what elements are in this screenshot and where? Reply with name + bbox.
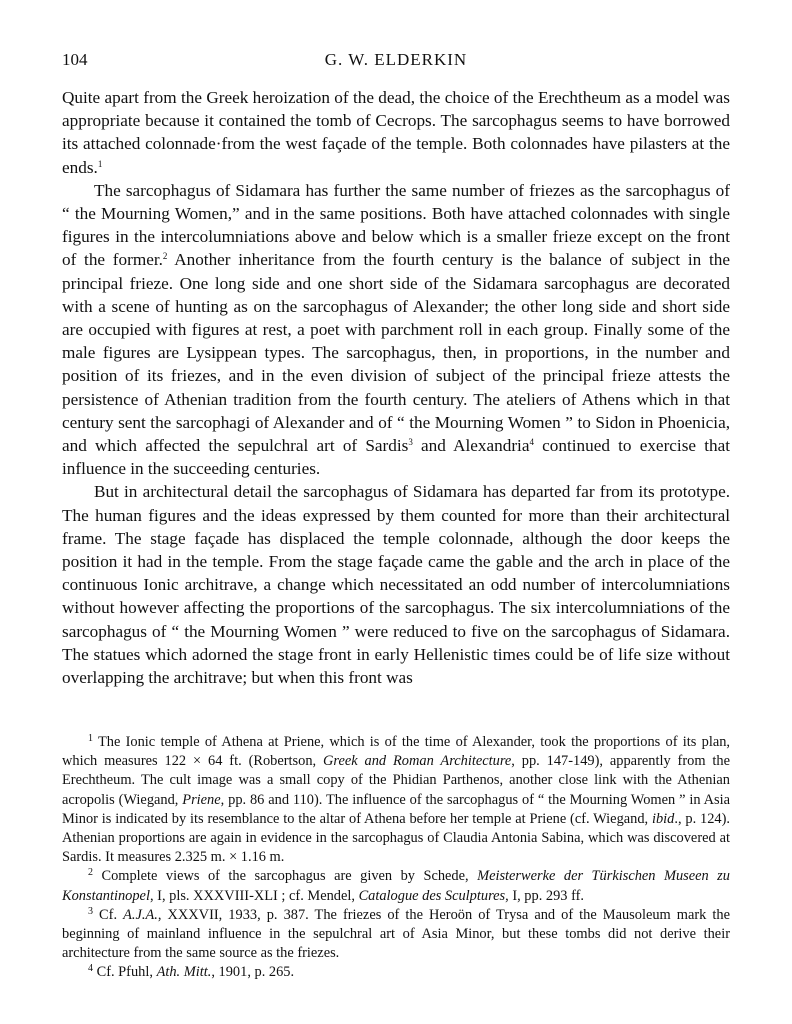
footnote-text: Cf. xyxy=(93,906,124,923)
footnote-ref-3[interactable]: 3 xyxy=(408,437,413,448)
footnote-text: ., p. 124). Athenian proportions are again in evidence in the sarcophagus of Claudia Antonia Sabina, which was discovered at Sardis. It measures 2.325 m. × 1.16 m. xyxy=(62,810,730,866)
citation-title: Priene xyxy=(182,791,221,808)
running-head: G. W. ELDERKIN xyxy=(324,50,468,69)
footnote-text: , I, pls. XXXVIII-XLI ; cf. Mendel, xyxy=(149,887,359,904)
footnote-marker: 3 xyxy=(88,905,93,917)
paragraph-1 xyxy=(62,86,730,179)
footnote-text: , pp. 86 and 110). The influence of the sarcophagus of “ the Mourning Women ” in Asia Minor is indicated by its resemblance to the altar of Athena before her temple at Priene (cf. Wiegand, xyxy=(62,791,731,827)
footnote-ref-1[interactable]: 1 xyxy=(97,158,103,169)
footnote-text: , 1901, p. 265. xyxy=(211,964,295,981)
paragraph-text: Another inheritance from the fourth century is the balance of subject in the principal frieze. One long side and one short side of the Sidamara sarcophagus are decorated with a scene of hunting as on the sarcophagus of Alexander; the other long side and short side are occupied with figures at rest, a poet with parchment roll in each group. Finally some of the male figures are Lysippean types. The sarcophagus, then, in proportions, in the number and position of its friezes, and in the even division of subject of the principal frieze attests the persistence of Athenian tradition from the fourth century. The ateliers of Athens which in that century sent the sarcophagi of Alexander and of “ the Mourning Women ” to Sidon in Phoenicia, and which affected the sepulchral art of Sardis xyxy=(62,250,730,456)
footnote-marker: 2 xyxy=(88,867,93,879)
footnote-marker: 1 xyxy=(88,733,93,744)
footnote-marker: 4 xyxy=(88,963,93,975)
footnote-text: Complete views of the sarcophagus are given by Schede, xyxy=(93,868,478,885)
paragraph-text: continued to exercise that influence in the succeeding centuries. xyxy=(62,436,730,479)
footnote-ref-2[interactable]: 2 xyxy=(162,251,168,262)
footnotes xyxy=(62,733,730,983)
paragraph-text: The sarcophagus of Sidamara has further the same number of friezes as the sarcophagus of “ the Mourning Women,” and in the same positions. Both have attached colonnades with single figures in the intercolumniations above and below which is a smaller frieze except on the front of the former. xyxy=(62,180,730,270)
citation-title: ibid xyxy=(651,810,675,827)
citation-title: Meisterwerke der Türkischen Museen zu Konstantinopel xyxy=(62,868,730,904)
footnote-text: Cf. Pfuhl, xyxy=(93,964,157,981)
footnote-text: The Ionic temple of Athena at Priene, which is of the time of Alexander, took the proportions of its plan, which measures 122 × 64 ft. (Robertson, xyxy=(62,734,730,770)
footnote-3 xyxy=(62,906,730,964)
paragraph-2 xyxy=(62,179,730,481)
page-header xyxy=(62,50,730,74)
footnote-1 xyxy=(62,733,730,867)
citation-title: A.J.A. xyxy=(123,906,158,923)
paragraph-text: Quite apart from the Greek heroization of the dead, the choice of the Erechtheum as a model was appropriate because it contained the tomb of Cecrops. The sarcophagus seems to have borrowed its attached colonnade·from the west façade of the temple. Both colonnades have pilasters at the ends. xyxy=(62,88,730,177)
paragraph-3: But in architectural detail the sarcophagus of Sidamara has departed far from its prototype. The human figures and the ideas expressed by them counted for more than their architectural frame. The stage façade has displaced the temple colonnade, although the door keeps the position it had in the temple. From the stage façade came the gable and the arch in place of the continuous Ionic architrave, a change which necessitated an odd number of intercolumniations without however affecting the proportions of the sarcophagus. The six intercolumniations of the sarcophagus of “ the Mourning Women ” were reduced to five on the sarcophagus of Sidamara. The statues which adorned the stage front in early Hellenistic times could be of life size without overlapping the architrave; but when this front was xyxy=(62,482,730,688)
citation-title: Catalogue des Sculptures xyxy=(358,887,506,904)
citation-title: Ath. Mitt. xyxy=(156,964,212,981)
page-number: 104 xyxy=(62,50,88,69)
paragraph-text: and Alexandria xyxy=(412,436,530,456)
footnote-ref-4[interactable]: 4 xyxy=(529,437,534,448)
footnote-2 xyxy=(62,867,730,905)
citation-title: Greek and Roman Architecture xyxy=(323,753,512,770)
main-text xyxy=(62,86,730,689)
footnote-text: , XXXVII, 1933, p. 387. The friezes of the Heroön of Trysa and of the Mausoleum mark the beginning of mainland influence in the sepulchral art of Asia Minor, but these tombs did not derive their architecture from the same source as the friezes. xyxy=(62,906,730,962)
footnote-4 xyxy=(62,963,730,982)
footnote-text: , pp. 147-149), apparently from the Erechtheum. The cult image was a small copy of the Phidian Parthenos, another close link with the Athenian acropolis (Wiegand, xyxy=(62,753,730,808)
footnote-text: , I, pp. 293 ff. xyxy=(505,887,584,904)
